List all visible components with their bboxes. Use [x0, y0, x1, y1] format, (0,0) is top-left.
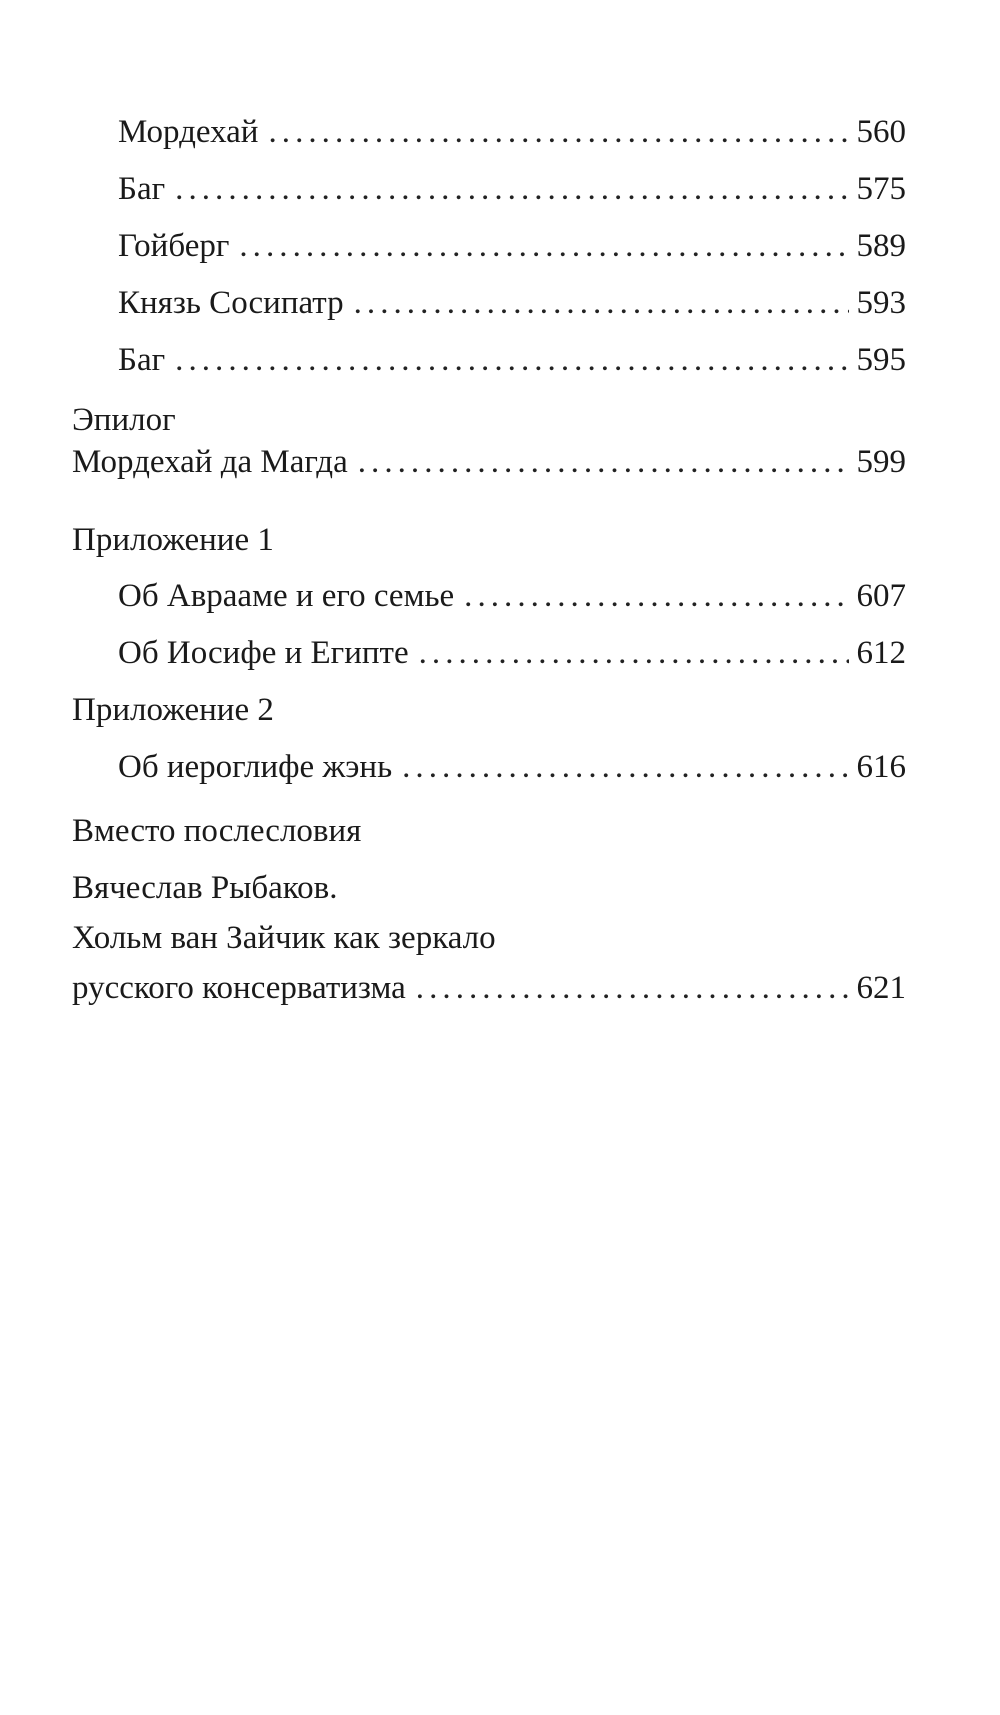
toc-entry-page: 607 [856, 578, 906, 614]
toc-entry-page: 595 [856, 342, 906, 378]
toc-entry-page: 575 [856, 171, 906, 207]
dot-leader [175, 169, 848, 209]
toc-entry-title: Об Аврааме и его семье [118, 578, 455, 614]
toc-entry-page: 560 [856, 114, 906, 150]
toc-entry-title: Мордехай да Магда [72, 444, 348, 480]
epilogue-heading: Эпилог [72, 402, 176, 438]
toc-entry-page: 589 [856, 228, 906, 264]
toc-entry[interactable] [118, 340, 906, 380]
toc-entry-title: Баг [118, 171, 166, 207]
toc-entry[interactable] [118, 747, 906, 787]
afterword-heading: Вместо послесловия [72, 813, 362, 849]
dot-leader [419, 633, 849, 673]
toc-entry-title: Баг [118, 342, 166, 378]
dot-leader [175, 340, 848, 380]
toc-entry-page: 621 [856, 970, 906, 1006]
toc-entry[interactable] [118, 576, 906, 616]
toc-entry[interactable] [118, 226, 906, 266]
dot-leader [416, 968, 849, 1008]
toc-entry-page: 616 [856, 749, 906, 785]
dot-leader [464, 576, 848, 616]
toc-entry-title: Мордехай [118, 114, 259, 150]
dot-leader [402, 747, 848, 787]
toc-entry[interactable] [118, 633, 906, 673]
toc-entry-title: Князь Сосипатр [118, 285, 344, 321]
dot-leader [354, 283, 849, 323]
toc-entry-title: Об Иосифе и Египте [118, 635, 409, 671]
dot-leader [358, 442, 849, 482]
toc-entry-page: 599 [856, 444, 906, 480]
toc-entry-afterword[interactable] [72, 968, 906, 1008]
toc-entry[interactable] [118, 112, 906, 152]
appendix1-heading: Приложение 1 [72, 522, 274, 558]
appendix2-heading: Приложение 2 [72, 692, 274, 728]
toc-entry-page: 593 [856, 285, 906, 321]
toc-entry-page: 612 [856, 635, 906, 671]
dot-leader [268, 112, 848, 152]
toc-entry[interactable] [118, 283, 906, 323]
toc-entry[interactable] [118, 169, 906, 209]
toc-entry-title: Гойберг [118, 228, 230, 264]
toc-entry-title: Об иероглифе жэнь [118, 749, 393, 785]
toc-entry-epilogue[interactable] [72, 442, 906, 482]
afterword-title-line: Хольм ван Зайчик как зеркало [72, 920, 496, 956]
dot-leader [239, 226, 848, 266]
afterword-author: Вячеслав Рыбаков. [72, 870, 338, 906]
toc-entry-title: русского консерватизма [72, 970, 406, 1006]
